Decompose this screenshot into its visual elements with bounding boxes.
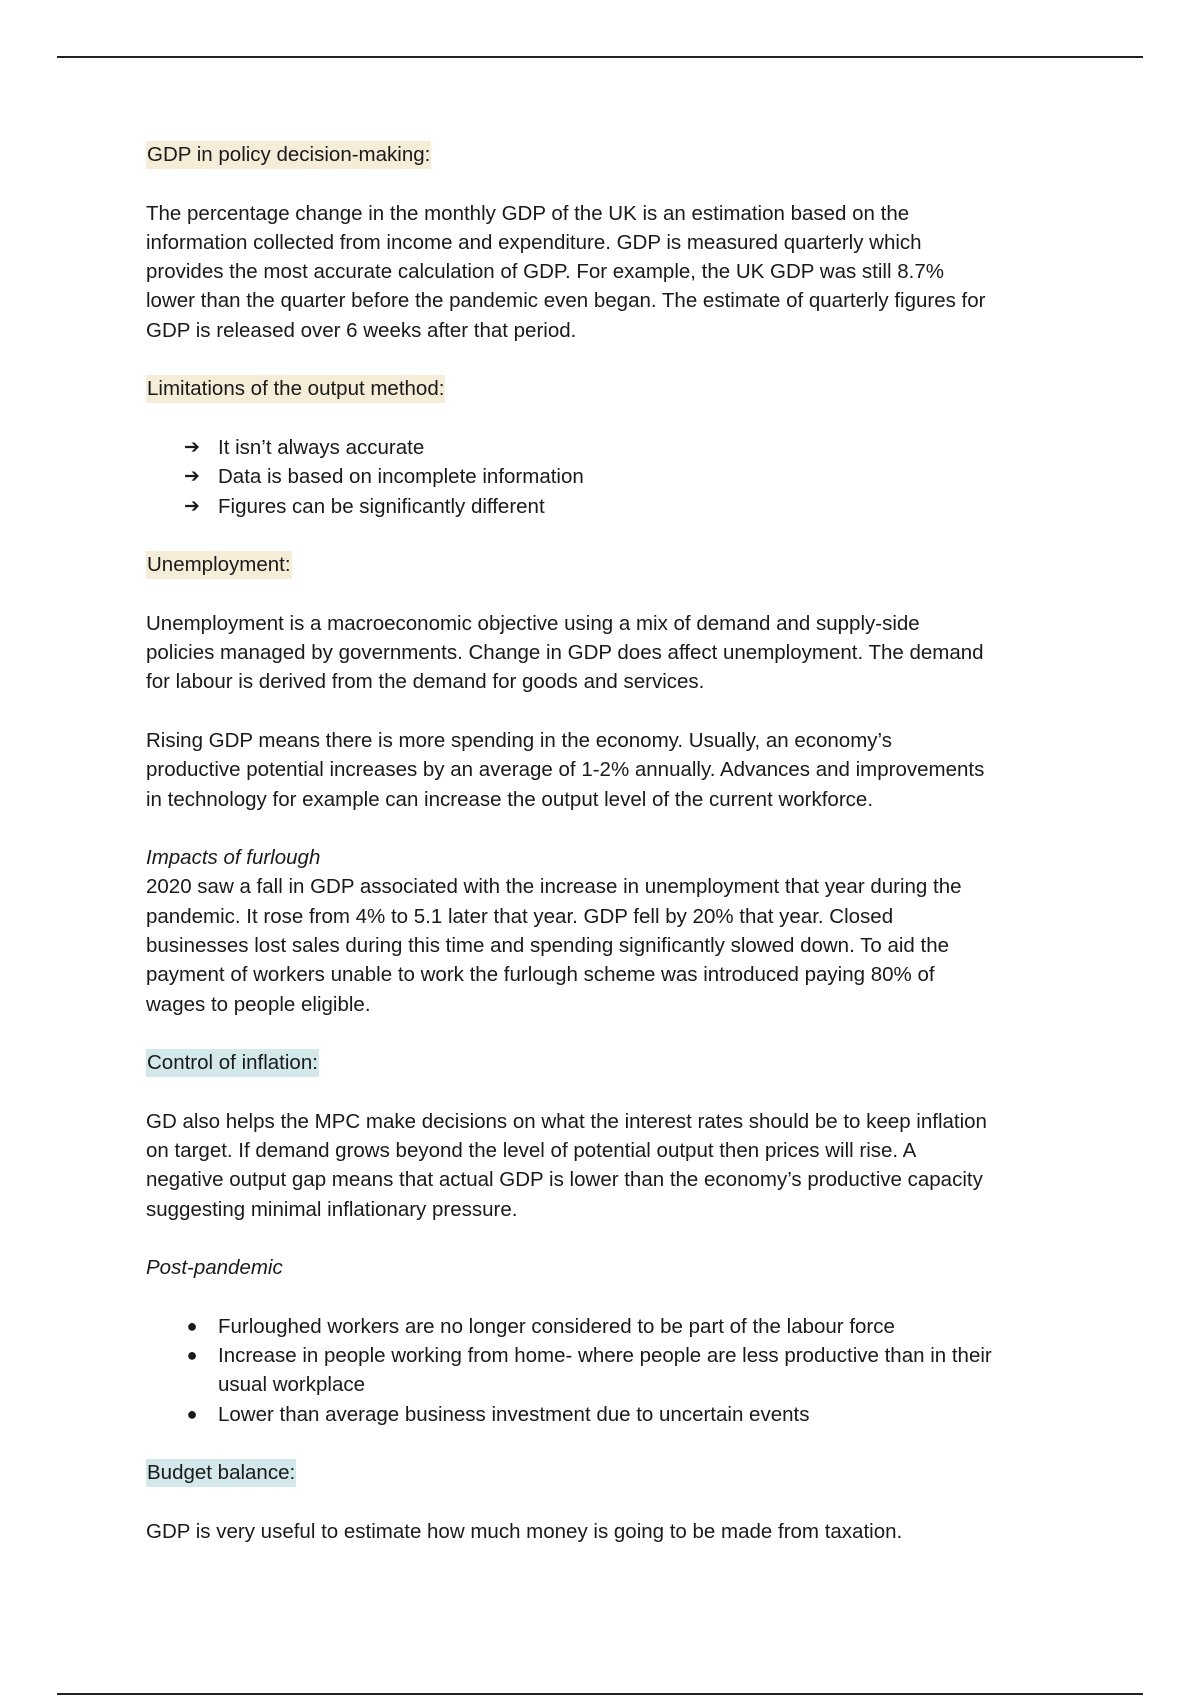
text-line: wages to people eligible. [146, 992, 371, 1016]
text-line: businesses lost sales during this time and spending significantly slowed down. To aid the [146, 934, 950, 958]
text-line: for labour is derived from the demand for goods and services. [146, 670, 705, 694]
bottom-rule [57, 1693, 1143, 1695]
paragraph-budget: GDP is very useful to estimate how much money is going to be made from taxation. [146, 1519, 903, 1543]
section-heading-inflation [146, 1048, 1066, 1077]
text-line: GDP is released over 6 weeks after that period. [146, 318, 577, 342]
arrow-icon: ➔ [184, 495, 200, 517]
arrow-icon: ➔ [184, 436, 200, 458]
text-line: suggesting minimal inflationary pressure. [146, 1197, 518, 1221]
paragraph-unemployment-2 [146, 726, 1066, 814]
paragraph-unemployment-1 [146, 609, 1066, 697]
bullet-icon: ● [186, 1403, 198, 1424]
text-line: lower than the quarter before the pandemic even began. The estimate of quarterly figures for [146, 289, 986, 313]
list-item-text: Data is based on incomplete information [218, 465, 584, 489]
list-item-text: It isn’t always accurate [218, 435, 425, 459]
list-item-text: Increase in people working from home- where people are less productive than in their [218, 1344, 992, 1368]
section-heading-budget [146, 1458, 1066, 1487]
section-heading-unemployment [146, 550, 1066, 579]
list-item [184, 492, 1066, 521]
subheading-post-pandemic: Post-pandemic [146, 1256, 283, 1280]
text-line: negative output gap means that actual GDP is lower than the economy’s productive capacity [146, 1168, 983, 1192]
list-item-text: Furloughed workers are no longer considered to be part of the labour force [218, 1314, 895, 1338]
text-line: productive potential increases by an average of 1-2% annually. Advances and improvements [146, 758, 985, 782]
page-content [146, 140, 1066, 1546]
text-line: in technology for example can increase the output level of the current workforce. [146, 787, 874, 811]
list-item-text: Lower than average business investment due to uncertain events [218, 1402, 810, 1426]
list-item [186, 1400, 1066, 1429]
section-heading-limitations [146, 374, 1066, 403]
text-line: policies managed by governments. Change in GDP does affect unemployment. The demand [146, 641, 984, 665]
paragraph-furlough [146, 872, 1066, 1018]
list-item [186, 1341, 1066, 1400]
limitations-list [146, 433, 1066, 521]
post-pandemic-list [146, 1312, 1066, 1429]
list-item [186, 1312, 1066, 1341]
heading-text: Budget balance: [146, 1459, 296, 1487]
heading-text: Unemployment: [146, 551, 292, 579]
text-line: payment of workers unable to work the furlough scheme was introduced paying 80% of [146, 963, 935, 987]
heading-text: GDP in policy decision-making: [146, 141, 431, 169]
bullet-icon: ● [186, 1345, 198, 1366]
text-line: Rising GDP means there is more spending in the economy. Usually, an economy’s [146, 728, 892, 752]
text-line: pandemic. It rose from 4% to 5.1 later that year. GDP fell by 20% that year. Closed [146, 904, 894, 928]
bullet-icon: ● [186, 1315, 198, 1336]
section-heading-gdp-policy [146, 140, 1066, 169]
text-line: Unemployment is a macroeconomic objective using a mix of demand and supply-side [146, 611, 920, 635]
paragraph-inflation [146, 1107, 1066, 1224]
paragraph-gdp-policy [146, 199, 1066, 345]
text-line: GD also helps the MPC make decisions on what the interest rates should be to keep inflation [146, 1109, 987, 1133]
heading-text: Limitations of the output method: [146, 375, 445, 403]
text-line: provides the most accurate calculation of GDP. For example, the UK GDP was still 8.7% [146, 260, 944, 284]
text-line: 2020 saw a fall in GDP associated with the increase in unemployment that year during the [146, 875, 962, 899]
text-line: on target. If demand grows beyond the level of potential output then prices will rise. A [146, 1139, 917, 1163]
list-item-text: Figures can be significantly different [218, 494, 545, 518]
arrow-icon: ➔ [184, 466, 200, 488]
list-item-text: usual workplace [218, 1373, 365, 1397]
list-item [184, 462, 1066, 491]
list-item [184, 433, 1066, 462]
heading-text: Control of inflation: [146, 1049, 319, 1077]
top-rule [57, 56, 1143, 58]
subheading-furlough: Impacts of furlough [146, 846, 321, 870]
text-line: information collected from income and expenditure. GDP is measured quarterly which [146, 230, 922, 254]
text-line: The percentage change in the monthly GDP of the UK is an estimation based on the [146, 201, 910, 225]
